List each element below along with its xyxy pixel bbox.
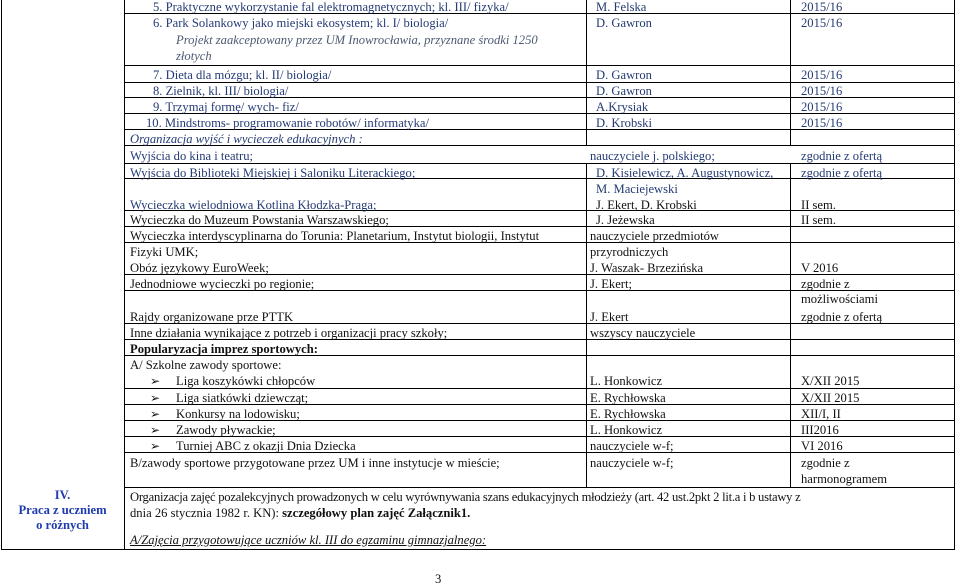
section-number: IV.: [54, 488, 71, 502]
row-9-year: 2015/16: [801, 100, 843, 114]
sport-4-text: Zawody pływackie;: [176, 423, 276, 437]
row-10-text: 10. Mindstroms- programowanie robotów/ informatyka/: [146, 116, 429, 130]
trip-8-when: zgodnie z ofertą: [801, 310, 883, 324]
row-6-note: Projekt zaakceptowany przez UM Inowrocławia, przyznane środki 1250: [176, 33, 538, 47]
trip-4-person: J. Jeżewska: [596, 213, 655, 227]
trip-5-person-cont: przyrodniczych: [590, 245, 669, 259]
sports-b-person: nauczyciele w-f;: [590, 456, 674, 470]
trips-heading: Organizacja wyjść i wycieczek edukacyjnych :: [130, 132, 363, 146]
row-7-year: 2015/16: [801, 68, 843, 82]
trip-9-text: Inne działania wynikające z potrzeb i organizacji pracy szkoły;: [130, 326, 448, 340]
sports-subheading: A/ Szkolne zawody sportowe:: [130, 358, 282, 372]
trip-7-when-cont: możliwościami: [801, 292, 878, 306]
trip-9-person: wszyscy nauczyciele: [590, 326, 696, 340]
sport-3-when: XII/I, II: [801, 407, 841, 421]
sport-2-when: X/XII 2015: [801, 391, 860, 405]
row-9-person: A.Krysiak: [596, 100, 649, 114]
sport-1-person: L. Honkowicz: [590, 374, 663, 388]
row-8-year: 2015/16: [801, 84, 843, 98]
row-8-person: D. Gawron: [596, 84, 652, 98]
trip-6-person: J. Waszak- Brzezińska: [590, 261, 704, 275]
trip-5-person: nauczyciele przedmiotów: [590, 229, 720, 243]
trip-5-text-cont: Fizyki UMK;: [130, 245, 199, 259]
row-6-text: 6. Park Solankowy jako miejski ekosystem; kl. I/ biologia/: [153, 16, 449, 30]
trip-3-text: Wycieczka wielodniowa Kotlina Kłodzka-Praga;: [130, 198, 377, 212]
trip-6-text: Obóz językowy EuroWeek;: [130, 261, 269, 275]
sport-2-text: Liga siatkówki dziewcząt;: [176, 391, 309, 405]
trip-3-when: II sem.: [801, 198, 836, 212]
page-number: 3: [435, 572, 442, 586]
sport-1-text: Liga koszykówki chłopców: [176, 374, 316, 388]
arrow-right-icon: ➢: [150, 374, 161, 388]
trip-4-text: Wycieczka do Muzeum Powstania Warszawskiego;: [130, 213, 389, 227]
sport-3-text: Konkursy na lodowisku;: [176, 407, 300, 421]
row-8-text: 8. Zielnik, kl. III/ biologia/: [153, 84, 289, 98]
sports-b-text: B/zawody sportowe przygotowane przez UM i inne instytucje w mieście;: [130, 456, 500, 470]
sport-5-text: Turniej ABC z okazji Dnia Dziecka: [176, 439, 356, 453]
row-6-person: D. Gawron: [596, 16, 652, 30]
table-border-right: [954, 0, 955, 550]
exam-prep-heading: A/Zajęcia przygotowujące uczniów kl. III do egzaminu gimnazjalnego:: [130, 533, 487, 547]
row-6-note-cont: złotych: [176, 49, 212, 63]
sport-1-when: X/XII 2015: [801, 374, 860, 388]
trip-4-when: II sem.: [801, 213, 836, 227]
trip-2-person: D. Kisielewicz, A. Augustynowicz,: [596, 166, 774, 180]
row-5-text: 5. Praktyczne wykorzystanie fal elektromagnetycznych; kl. III/ fizyka/: [153, 0, 509, 14]
row-5-year: 2015/16: [801, 0, 843, 14]
row-6-year: 2015/16: [801, 16, 843, 30]
sports-b-when-cont: harmonogramem: [801, 472, 888, 486]
trip-1-when: zgodnie z ofertą: [801, 149, 883, 163]
trip-7-person: J. Ekert;: [590, 277, 632, 291]
sport-4-when: III2016: [801, 423, 839, 437]
row-10-person: D. Krobski: [596, 116, 652, 130]
arrow-right-icon: ➢: [150, 423, 161, 437]
section-title-line-1: Praca z uczniem: [18, 503, 107, 517]
trip-1-person: nauczyciele j. polskiego;: [590, 149, 715, 163]
compensatory-line-2: dnia 26 stycznia 1982 r. KN): szczegółowy plan zajęć Załącznik1.: [130, 506, 471, 520]
row-divider: [124, 487, 954, 488]
row-10-year: 2015/16: [801, 116, 843, 130]
sports-b-when: zgodnie z: [801, 456, 850, 470]
trip-7-text: Jednodniowe wycieczki po regionie;: [130, 277, 315, 291]
trip-6-when: V 2016: [801, 261, 839, 275]
trip-8-text: Rajdy organizowane prze PTTK: [130, 310, 294, 324]
arrow-right-icon: ➢: [150, 391, 161, 405]
trip-5-text: Wycieczka interdyscyplinarna do Torunia: Planetarium, Instytut biologii, Instytut: [130, 229, 540, 243]
trip-2-when: zgodnie z ofertą: [801, 166, 883, 180]
row-7-person: D. Gawron: [596, 68, 652, 82]
arrow-right-icon: ➢: [150, 407, 161, 421]
table-border-left: [1, 0, 2, 550]
sport-4-person: L. Honkowicz: [590, 423, 663, 437]
trip-8-person: J. Ekert: [590, 310, 629, 324]
sports-heading: Popularyzacja imprez sportowych:: [130, 342, 318, 356]
trip-7-when: zgodnie z: [801, 277, 850, 291]
trip-2-person-cont: M. Maciejewski: [596, 182, 678, 196]
sport-2-person: E. Rychłowska: [590, 391, 666, 405]
trip-2-text: Wyjścia do Biblioteki Miejskiej i Saloniku Literackiego;: [130, 166, 416, 180]
section-title-line-2: o różnych: [36, 518, 89, 532]
compensatory-line-1: Organizacja zajęć pozalekcyjnych prowadzonych w celu wyrównywania szans edukacyjnych młodzieży (art. 42 ust.2pkt 2 lit.a i b ustawy z: [130, 490, 801, 504]
trip-3-person: J. Ekert, D. Krobski: [596, 198, 697, 212]
sport-5-when: VI 2016: [801, 439, 843, 453]
attachment-reference: szczegółowy plan zajęć Załącznik1.: [282, 506, 471, 520]
sport-5-person: nauczyciele w-f;: [590, 439, 674, 453]
row-9-text: 9. Trzymaj formę/ wych- fiz/: [153, 100, 299, 114]
row-7-text: 7. Dieta dla mózgu; kl. II/ biologia/: [153, 68, 332, 82]
sport-3-person: E. Rychłowska: [590, 407, 666, 421]
table-border-bottom: [1, 549, 955, 550]
arrow-right-icon: ➢: [150, 439, 161, 453]
trip-1-text: Wyjścia do kina i teatru;: [130, 149, 254, 163]
section-label: [0, 488, 125, 533]
row-5-person: M. Felska: [596, 0, 647, 14]
